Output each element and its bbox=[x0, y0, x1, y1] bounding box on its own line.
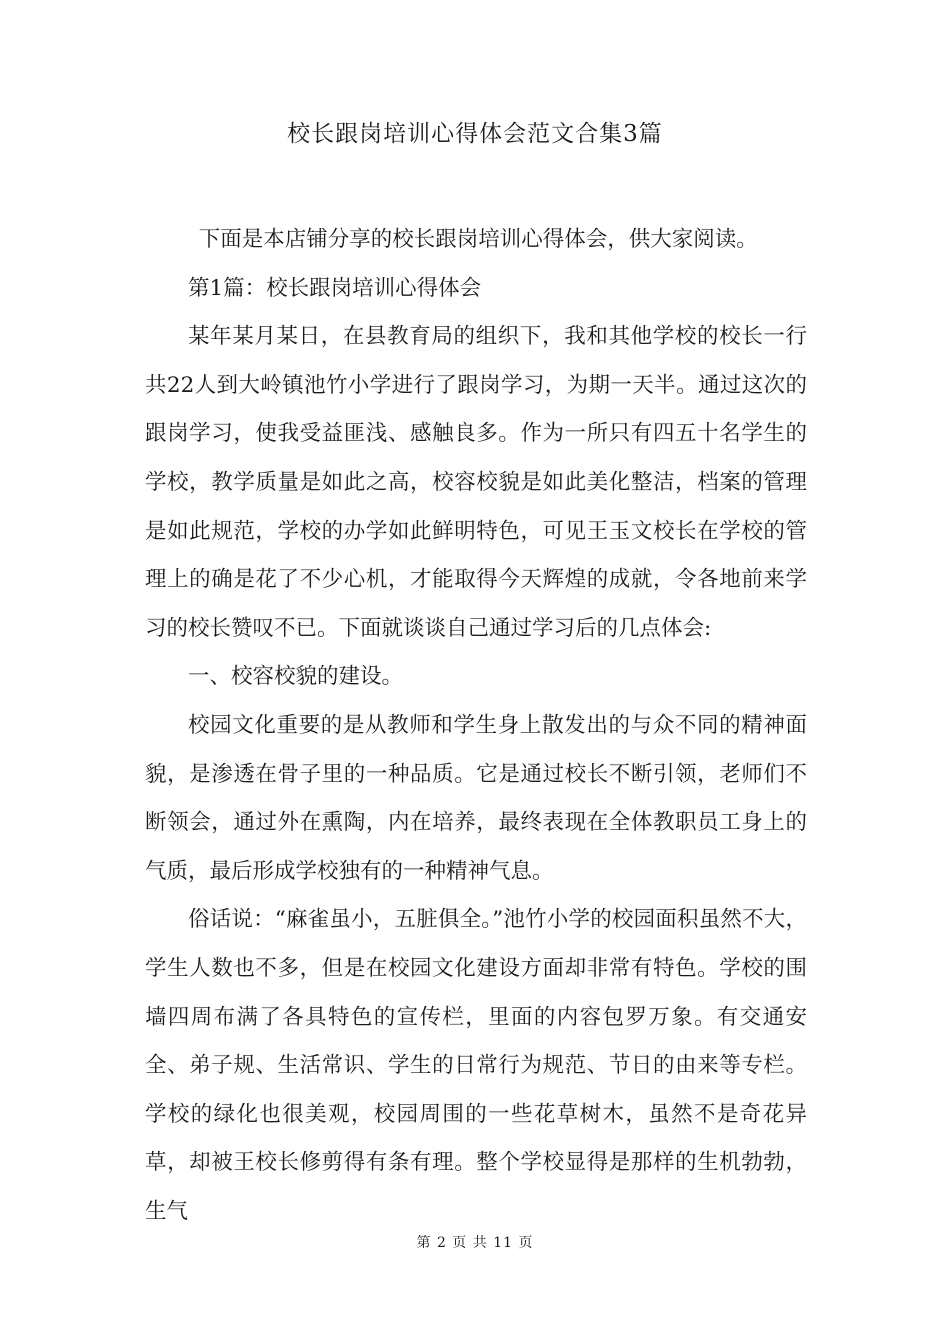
intro-paragraph: 下面是本店铺分享的校长跟岗培训心得体会，供大家阅读。 bbox=[198, 227, 758, 252]
document-title: 校长跟岗培训心得体会范文合集3篇 bbox=[287, 121, 663, 147]
page-number-footer: 第 2 页 共 11 页 bbox=[416, 1235, 534, 1251]
document-body bbox=[145, 216, 807, 1236]
body-paragraph: 俗话说：“麻雀虽小，五脏俱全。”池竹小学的校园面积虽然不大，学生人数也不多，但是在校园文化建设方面却非常有特色。学校的围墙四周布满了各具特色的宣传栏，里面的内容包罗万象。有交通安全、弟子规、生活常识、学生的日常行为规范、节日的由来等专栏。学校的绿化也很美观，校园周围的一些花草树木，虽然不是奇花异草，却被王校长修剪得有条有理。整个学校显得是那样的生机勃勃，生气 bbox=[145, 907, 807, 1224]
body-paragraph: 某年某月某日，在县教育局的组织下，我和其他学校的校长一行共22人到大岭镇池竹小学进行了跟岗学习，为期一天半。通过这次的跟岗学习，使我受益匪浅、感触良多。作为一所只有四五十名学生的学校，教学质量是如此之高，校容校貌是如此美化整洁，档案的管理是如此规范，学校的办学如此鲜明特色，可见王玉文校长在学校的管理上的确是花了不少心机，才能取得今天辉煌的成就，令各地前来学习的校长赞叹不已。下面就谈谈自己通过学习后的几点体会: bbox=[145, 324, 807, 641]
body-paragraph: 校园文化重要的是从教师和学生身上散发出的与众不同的精神面貌，是渗透在骨子里的一种品质。它是通过校长不断引领，老师们不断领会，通过外在熏陶，内在培养，最终表现在全体教职员工身上的气质，最后形成学校独有的一种精神气息。 bbox=[145, 712, 807, 884]
section-heading: 第1篇：校长跟岗培训心得体会 bbox=[188, 275, 482, 301]
subsection-heading: 一、校容校貌的建设。 bbox=[188, 664, 404, 690]
